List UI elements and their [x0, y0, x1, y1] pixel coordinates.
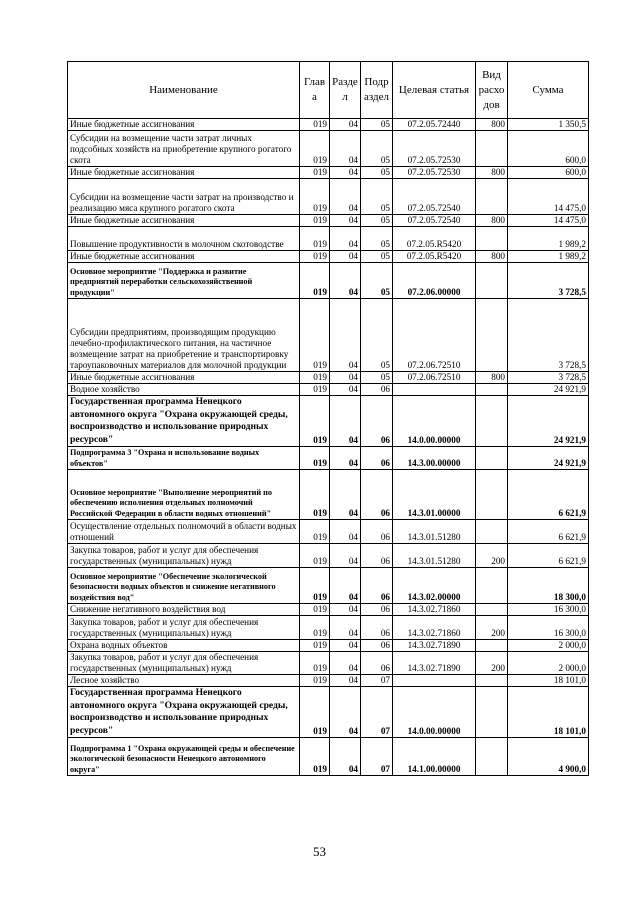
row-sum: 24 921,9 [508, 384, 589, 396]
row-vid: 200 [476, 652, 508, 675]
row-name: Водное хозяйство [68, 384, 300, 396]
row-podrazdel: 05 [361, 372, 393, 384]
row-vid [476, 520, 508, 544]
row-razdel: 04 [330, 640, 361, 652]
table-row [68, 372, 589, 384]
row-podrazdel: 07 [361, 675, 393, 687]
row-sum: 3 728,5 [508, 372, 589, 384]
row-podrazdel: 05 [361, 227, 393, 251]
row-razdel: 04 [330, 447, 361, 470]
row-podrazdel: 06 [361, 652, 393, 675]
budget-table [67, 61, 589, 776]
row-target: 07.2.06.00000 [393, 263, 476, 299]
row-target: 14.3.02.71860 [393, 604, 476, 616]
row-name: Иные бюджетные ассигнования [68, 215, 300, 227]
row-vid [476, 640, 508, 652]
row-sum: 2 000,0 [508, 640, 589, 652]
row-name: Повышение продуктивности в молочном скотоводстве [68, 227, 300, 251]
row-glava: 019 [300, 384, 330, 396]
row-podrazdel: 06 [361, 544, 393, 568]
table-row [68, 520, 589, 544]
row-podrazdel: 06 [361, 568, 393, 604]
row-glava: 019 [300, 179, 330, 215]
row-vid [476, 447, 508, 470]
row-target: 14.3.02.71860 [393, 616, 476, 640]
row-glava: 019 [300, 227, 330, 251]
row-vid [476, 568, 508, 604]
row-name: Закупка товаров, работ и услуг для обеспечения государственных (муниципальных) нужд [68, 544, 300, 568]
row-podrazdel: 06 [361, 520, 393, 544]
row-target: 14.3.00.00000 [393, 447, 476, 470]
row-target: 14.3.01.51280 [393, 544, 476, 568]
header-name: Наименование [68, 62, 300, 119]
row-name: Субсидии на возмещение части затрат личных подсобных хозяйств на приобретение крупного рогатого скота [68, 131, 300, 167]
page-number: 53 [313, 844, 326, 859]
row-vid: 200 [476, 544, 508, 568]
row-podrazdel: 05 [361, 167, 393, 179]
table-row [68, 738, 589, 776]
row-name: Государственная программа Ненецкого автономного округа "Охрана окружающей среды, воспроизводство и использование природных ресурсов" [68, 687, 300, 738]
row-sum: 24 921,9 [508, 396, 589, 447]
row-target: 14.3.02.00000 [393, 568, 476, 604]
row-sum: 18 101,0 [508, 687, 589, 738]
row-name: Субсидии предприятиям, производящим продукцию лечебно-профилактического питания, на частичное возмещение затрат на приобретение и транспортировку тароупаковочных материалов для молочной продукции [68, 299, 300, 372]
table-row [68, 215, 589, 227]
row-vid [476, 470, 508, 520]
row-podrazdel: 07 [361, 738, 393, 776]
row-name: Закупка товаров, работ и услуг для обеспечения государственных (муниципальных) нужд [68, 652, 300, 675]
row-glava: 019 [300, 372, 330, 384]
row-vid [476, 299, 508, 372]
row-podrazdel: 05 [361, 251, 393, 263]
table-row [68, 384, 589, 396]
table-row [68, 227, 589, 251]
row-sum: 14 475,0 [508, 179, 589, 215]
row-target: 14.0.00.00000 [393, 396, 476, 447]
row-razdel: 04 [330, 604, 361, 616]
row-razdel: 04 [330, 131, 361, 167]
row-sum: 1 350,5 [508, 119, 589, 131]
row-vid [476, 227, 508, 251]
row-sum: 18 101,0 [508, 675, 589, 687]
row-vid: 800 [476, 215, 508, 227]
row-razdel: 04 [330, 687, 361, 738]
row-podrazdel: 06 [361, 604, 393, 616]
row-sum: 14 475,0 [508, 215, 589, 227]
row-glava: 019 [300, 568, 330, 604]
table-row [68, 470, 589, 520]
row-podrazdel: 05 [361, 131, 393, 167]
row-razdel: 04 [330, 384, 361, 396]
row-target: 07.2.05.72540 [393, 179, 476, 215]
row-razdel: 04 [330, 263, 361, 299]
row-glava: 019 [300, 652, 330, 675]
table-row [68, 616, 589, 640]
row-vid [476, 179, 508, 215]
table-row [68, 687, 589, 738]
row-glava: 019 [300, 119, 330, 131]
header-sum: Сумма [508, 62, 589, 119]
row-podrazdel: 05 [361, 119, 393, 131]
row-vid: 800 [476, 372, 508, 384]
row-glava: 019 [300, 470, 330, 520]
row-razdel: 04 [330, 396, 361, 447]
row-razdel: 04 [330, 616, 361, 640]
header-vid: Вид расхо дов [476, 62, 508, 119]
row-sum: 2 000,0 [508, 652, 589, 675]
row-glava: 019 [300, 251, 330, 263]
row-vid: 200 [476, 616, 508, 640]
row-razdel: 04 [330, 372, 361, 384]
table-row [68, 568, 589, 604]
row-razdel: 04 [330, 544, 361, 568]
table-header-row [68, 62, 589, 119]
row-vid [476, 263, 508, 299]
row-vid [476, 384, 508, 396]
table-row [68, 675, 589, 687]
row-glava: 019 [300, 640, 330, 652]
row-podrazdel: 06 [361, 447, 393, 470]
table-row [68, 167, 589, 179]
row-sum: 3 728,5 [508, 263, 589, 299]
row-name: Осуществление отдельных полномочий в области водных отношений [68, 520, 300, 544]
row-glava: 019 [300, 604, 330, 616]
row-podrazdel: 06 [361, 616, 393, 640]
row-target: 07.2.05.R5420 [393, 227, 476, 251]
header-target: Целевая статья [393, 62, 476, 119]
row-name: Иные бюджетные ассигнования [68, 119, 300, 131]
row-target: 07.2.06.72510 [393, 299, 476, 372]
row-razdel: 04 [330, 251, 361, 263]
row-podrazdel: 05 [361, 263, 393, 299]
row-name: Лесное хозяйство [68, 675, 300, 687]
row-name: Закупка товаров, работ и услуг для обеспечения государственных (муниципальных) нужд [68, 616, 300, 640]
table-row [68, 604, 589, 616]
row-glava: 019 [300, 131, 330, 167]
header-glava: Глав а [300, 62, 330, 119]
row-name: Основное мероприятие "Обеспечение экологической безопасности водных объектов и снижение негативного воздействия вод" [68, 568, 300, 604]
row-razdel: 04 [330, 568, 361, 604]
row-vid [476, 687, 508, 738]
row-glava: 019 [300, 299, 330, 372]
row-target: 07.2.05.72440 [393, 119, 476, 131]
row-glava: 019 [300, 215, 330, 227]
row-razdel: 04 [330, 738, 361, 776]
header-podrazdel: Подр аздел [361, 62, 393, 119]
row-target [393, 675, 476, 687]
row-name: Подпрограмма 1 "Охрана окружающей среды и обеспечение экологической безопасности Ненецкого автономного округа" [68, 738, 300, 776]
row-podrazdel: 06 [361, 640, 393, 652]
row-name: Основное мероприятие "Поддержка и развитие предприятий переработки сельскохозяйственной продукции" [68, 263, 300, 299]
row-glava: 019 [300, 263, 330, 299]
row-glava: 019 [300, 687, 330, 738]
row-podrazdel: 07 [361, 687, 393, 738]
row-name: Охрана водных объектов [68, 640, 300, 652]
table-row [68, 263, 589, 299]
row-vid [476, 131, 508, 167]
row-razdel: 04 [330, 119, 361, 131]
row-glava: 019 [300, 396, 330, 447]
row-vid: 800 [476, 119, 508, 131]
row-razdel: 04 [330, 167, 361, 179]
row-podrazdel: 06 [361, 384, 393, 396]
row-glava: 019 [300, 544, 330, 568]
table-row [68, 179, 589, 215]
row-sum: 600,0 [508, 131, 589, 167]
row-glava: 019 [300, 738, 330, 776]
row-target: 07.2.05.72540 [393, 215, 476, 227]
row-name: Субсидии на возмещение части затрат на производство и реализацию мяса крупного рогатого скота [68, 179, 300, 215]
table-row [68, 544, 589, 568]
row-name: Государственная программа Ненецкого автономного округа "Охрана окружающей среды, воспроизводство и использование природных ресурсов" [68, 396, 300, 447]
table-row [68, 251, 589, 263]
row-vid [476, 675, 508, 687]
row-vid: 800 [476, 251, 508, 263]
table-row [68, 640, 589, 652]
row-glava: 019 [300, 447, 330, 470]
row-target: 14.3.01.00000 [393, 470, 476, 520]
row-razdel: 04 [330, 299, 361, 372]
row-sum: 24 921,9 [508, 447, 589, 470]
row-razdel: 04 [330, 470, 361, 520]
row-razdel: 04 [330, 215, 361, 227]
table-row [68, 447, 589, 470]
row-razdel: 04 [330, 520, 361, 544]
row-podrazdel: 05 [361, 299, 393, 372]
row-glava: 019 [300, 520, 330, 544]
row-target: 07.2.05.72530 [393, 131, 476, 167]
table-row [68, 396, 589, 447]
table-row [68, 119, 589, 131]
row-target: 14.3.01.51280 [393, 520, 476, 544]
row-razdel: 04 [330, 675, 361, 687]
table-row [68, 652, 589, 675]
row-razdel: 04 [330, 179, 361, 215]
row-vid [476, 396, 508, 447]
row-sum: 6 621,9 [508, 470, 589, 520]
row-name: Подпрограмма 3 "Охрана и использование водных объектов" [68, 447, 300, 470]
row-sum: 16 300,0 [508, 604, 589, 616]
row-podrazdel: 06 [361, 396, 393, 447]
row-razdel: 04 [330, 652, 361, 675]
row-target: 14.3.02.71890 [393, 640, 476, 652]
header-razdel: Разде л [330, 62, 361, 119]
row-podrazdel: 05 [361, 179, 393, 215]
row-sum: 1 989,2 [508, 227, 589, 251]
row-target: 14.1.00.00000 [393, 738, 476, 776]
row-name: Иные бюджетные ассигнования [68, 372, 300, 384]
row-podrazdel: 05 [361, 215, 393, 227]
row-vid: 800 [476, 167, 508, 179]
row-podrazdel: 06 [361, 470, 393, 520]
row-target: 07.2.05.72530 [393, 167, 476, 179]
row-name: Снижение негативного воздействия вод [68, 604, 300, 616]
row-name: Основное мероприятие "Выполнение мероприятий по обеспечению исполнения отдельных полномочий Российской Федерации в области водных отношений" [68, 470, 300, 520]
row-sum: 18 300,0 [508, 568, 589, 604]
row-sum: 3 728,5 [508, 299, 589, 372]
table-row [68, 131, 589, 167]
row-vid [476, 604, 508, 616]
row-sum: 6 621,9 [508, 544, 589, 568]
row-target: 14.0.00.00000 [393, 687, 476, 738]
row-sum: 6 621,9 [508, 520, 589, 544]
row-glava: 019 [300, 167, 330, 179]
row-target [393, 384, 476, 396]
row-sum: 600,0 [508, 167, 589, 179]
table-row [68, 299, 589, 372]
row-sum: 4 900,0 [508, 738, 589, 776]
row-target: 07.2.06.72510 [393, 372, 476, 384]
row-sum: 16 300,0 [508, 616, 589, 640]
row-vid [476, 738, 508, 776]
row-name: Иные бюджетные ассигнования [68, 251, 300, 263]
row-target: 07.2.05.R5420 [393, 251, 476, 263]
row-sum: 1 989,2 [508, 251, 589, 263]
row-glava: 019 [300, 616, 330, 640]
row-name: Иные бюджетные ассигнования [68, 167, 300, 179]
row-razdel: 04 [330, 227, 361, 251]
row-target: 14.3.02.71890 [393, 652, 476, 675]
row-glava: 019 [300, 675, 330, 687]
